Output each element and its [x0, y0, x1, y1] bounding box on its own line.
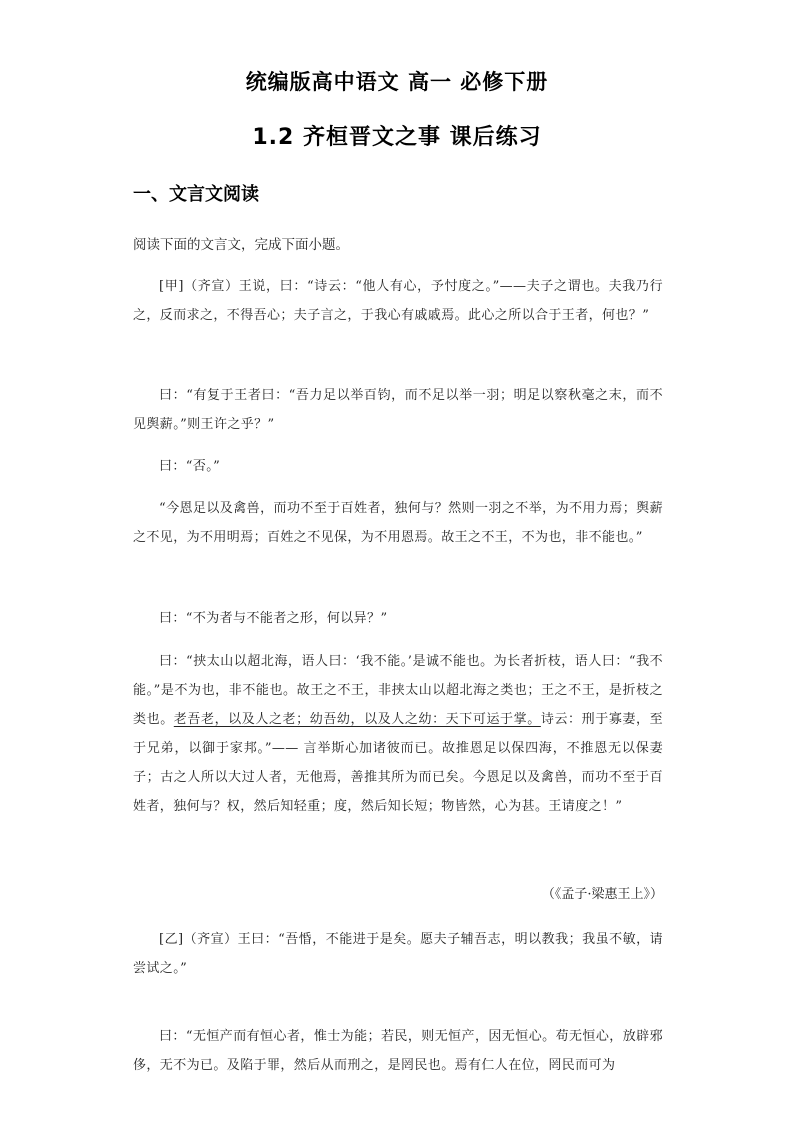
passage-paragraph-2: 曰：“有复于王者曰：“吾力足以举百钧，而不足以举一羽；明足以察秋毫之末，而不见舆薪。”则王许之乎？”: [133, 388, 663, 432]
passage-paragraph-5: 曰：“不为者与不能者之形，何以异？”: [159, 611, 388, 626]
passage-paragraph-7: [乙]（齐宣）王曰：“吾惛，不能进于是矣。愿夫子辅吾志，明以教我；我虽不敏，请尝试之。”: [133, 932, 663, 976]
passage-paragraph-6: [133, 647, 663, 821]
passage-paragraph-6-part-b: 诗云：刑于寡妻，至于兄弟，以御于家邦。”—— 言举斯心加诸彼而已。故推恩足以保四海，不推恩无以保妻子；古之人所以大过人者，无他焉，善推其所为而已矣。今恩足以及禽兽，而功不至于百姓者，独何与？权，然后知轻重；度，然后知长短；物皆然，心为甚。王请度之！”: [133, 712, 663, 814]
passage-paragraph-8: 曰：“无恒产而有恒心者，惟士为能；若民，则无恒产，因无恒心。苟无恒心，放辟邪侈，无不为已。及陷于罪，然后从而刑之，是罔民也。焉有仁人在位，罔民而可为: [133, 1029, 663, 1073]
passage-paragraph-6-part-a: 曰：“挟太山以超北海，语人曰：‘我不能。’是诚不能也。为长者折枝，语人曰：“我不能。”是不为也，非不能也。故王之不王，非挟太山以超北海之类也；王之不王，是折枝之类也。: [133, 654, 663, 727]
passage-paragraph-4: “今恩足以及禽兽，而功不至于百姓者，独何与？然则一羽之不举，为不用力焉；舆薪之不见，为不用明焉；百姓之不见保，为不用恩焉。故王之不王，不为也，非不能也。”: [133, 501, 663, 545]
section-heading: 一、文言文阅读: [133, 184, 259, 205]
passage-paragraph-3: 曰：“否。”: [159, 459, 221, 474]
reading-instruction: 阅读下面的文言文，完成下面小题。: [133, 237, 349, 253]
underlined-sentence: 老吾老，以及人之老；幼吾幼，以及人之幼：天下可运于掌。: [173, 712, 541, 727]
lesson-title: 1.2 齐桓晋文之事 课后练习: [252, 125, 542, 150]
passage-paragraph-1: [甲]（齐宣）王说，曰：“诗云：“他人有心，予忖度之。”——夫子之谓也。夫我乃行之，反而求之，不得吾心；夫子言之，于我心有戚戚焉。此心之所以合于王者，何也？”: [133, 279, 663, 323]
passage-source: （《孟子·梁惠王上》）: [541, 887, 663, 902]
document-title: 统编版高中语文 高一 必修下册: [245, 70, 549, 94]
